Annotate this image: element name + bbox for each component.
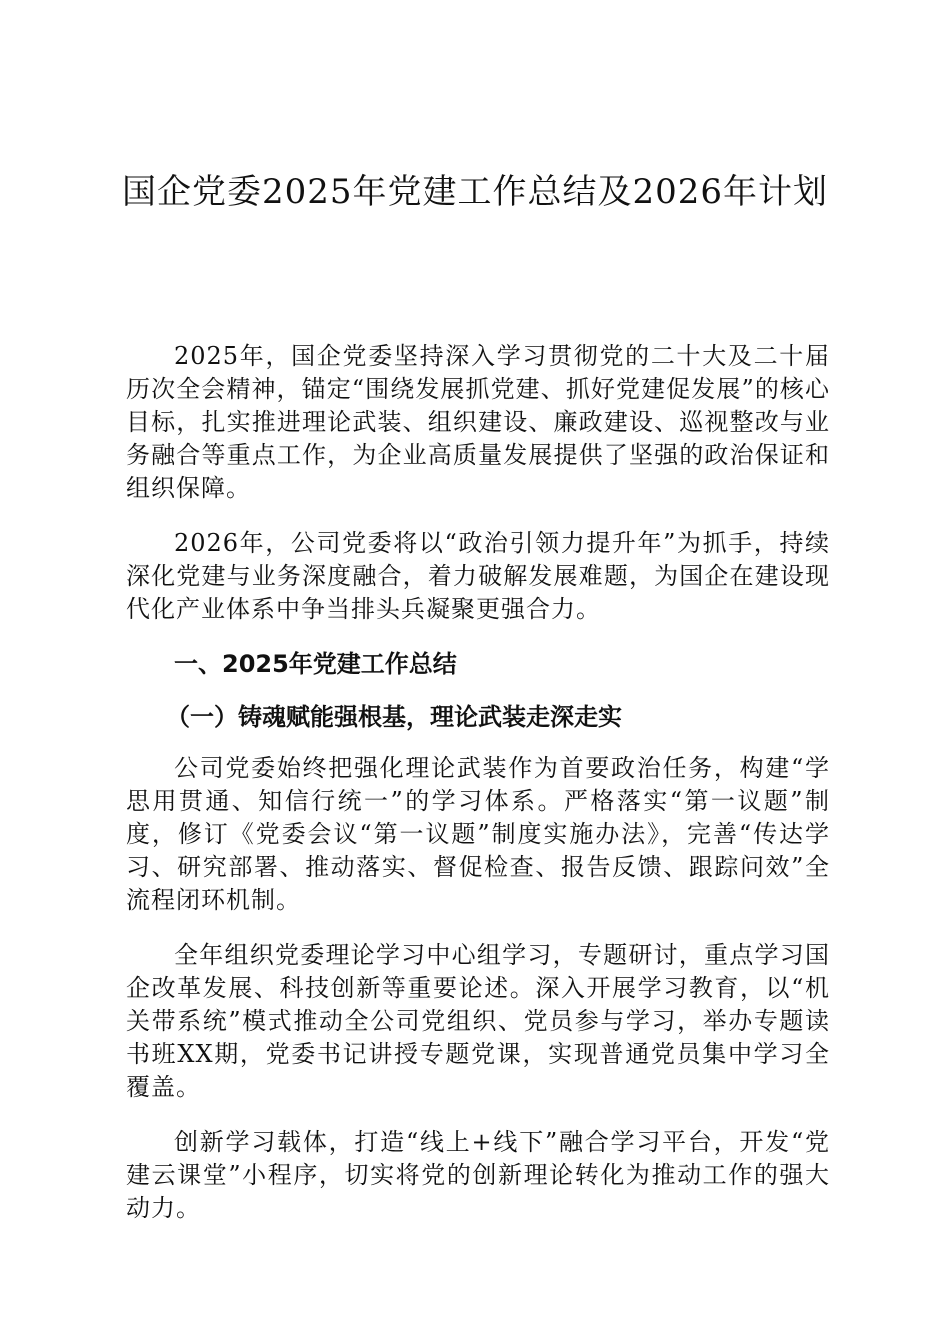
document-title: 国企党委2025年党建工作总结及2026年计划 xyxy=(121,172,829,212)
body-paragraph: 公司党委始终把强化理论武装作为首要政治任务，构建“学思用贯通、知信行统一”的学习体系。严格落实“第一议题”制度，修订《党委会议“第一议题”制度实施办法》，完善“传达学习、研究部署、推动落实、督促检查、报告反馈、跟踪问效”全流程闭环机制。 xyxy=(126,754,830,914)
subsection-heading: （一）铸魂赋能强根基，理论武装走深走实 xyxy=(166,703,622,731)
document-body xyxy=(126,340,830,1247)
intro-paragraph: 2026年，公司党委将以“政治引领力提升年”为抓手，持续深化党建与业务深度融合，着力破解发展难题，为国企在建设现代化产业体系中争当排头兵凝聚更强合力。 xyxy=(126,529,830,623)
intro-paragraph: 2025年，国企党委坚持深入学习贯彻党的二十大及二十届历次全会精神，锚定“围绕发展抓党建、抓好党建促发展”的核心目标，扎实推进理论武装、组织建设、廉政建设、巡视整改与业务融合等重点工作，为企业高质量发展提供了坚强的政治保证和组织保障。 xyxy=(126,342,830,502)
section-heading: 一、2025年党建工作总结 xyxy=(174,650,457,678)
body-paragraph: 全年组织党委理论学习中心组学习，专题研讨，重点学习国企改革发展、科技创新等重要论述。深入开展学习教育，以“机关带系统”模式推动全公司党组织、党员参与学习，举办专题读书班XX期，党委书记讲授专题党课，实现普通党员集中学习全覆盖。 xyxy=(126,941,830,1101)
body-paragraph: 创新学习载体，打造“线上+线下”融合学习平台，开发“党建云课堂”小程序，切实将党的创新理论转化为推动工作的强大动力。 xyxy=(126,1128,830,1222)
